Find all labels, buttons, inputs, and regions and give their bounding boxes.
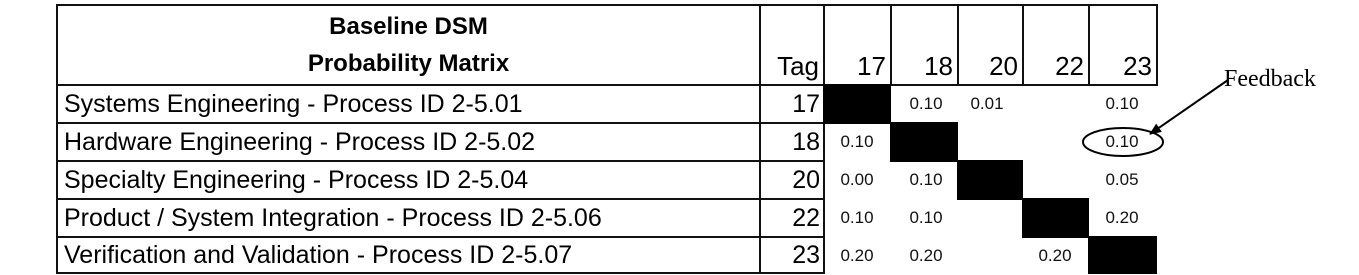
matrix-value: 0.10 — [840, 208, 874, 227]
row-name-23: Verification and Validation - Process ID 2-5.07 — [56, 236, 761, 274]
row-tag-18: 18 — [759, 122, 825, 162]
column-header-label: 18 — [924, 51, 953, 81]
feedback-arrow — [1150, 80, 1228, 134]
matrix-value: 0.10 — [909, 208, 943, 227]
matrix-value: 0.10 — [909, 94, 943, 113]
column-header-label: 23 — [1123, 51, 1152, 81]
row-tag-22: 22 — [759, 198, 825, 238]
row-tag-17: 17 — [759, 84, 825, 124]
matrix-value: 0.20 — [840, 246, 874, 265]
matrix-value: 0.05 — [1105, 170, 1139, 189]
matrix-value: 0.10 — [840, 132, 874, 151]
row-name-18: Hardware Engineering - Process ID 2-5.02 — [56, 122, 761, 162]
matrix-value: 0.10 — [909, 170, 943, 189]
matrix-value: 0.20 — [1105, 208, 1139, 227]
matrix-value: 0.20 — [1038, 246, 1072, 265]
matrix-value-feedback: 0.10 — [1105, 132, 1139, 151]
matrix-value: 0.10 — [1105, 94, 1139, 113]
row-name-17: Systems Engineering - Process ID 2-5.01 — [56, 84, 761, 124]
feedback-label: Feedback — [1224, 66, 1316, 92]
matrix-value: 0.01 — [970, 94, 1004, 113]
column-header-label: 22 — [1055, 51, 1084, 81]
title-line-2: Probability Matrix — [307, 50, 510, 77]
title-line-1: Baseline DSM — [329, 13, 488, 40]
column-header-label: 20 — [989, 51, 1018, 81]
column-header-label: 17 — [857, 51, 886, 81]
matrix-value: 0.20 — [909, 246, 943, 265]
row-name-22: Product / System Integration - Process ID 2-5.06 — [56, 198, 761, 238]
matrix-value: 0.00 — [840, 170, 874, 189]
row-tag-20: 20 — [759, 160, 825, 200]
row-name-20: Specialty Engineering - Process ID 2-5.04 — [56, 160, 761, 200]
row-tag-23: 23 — [759, 236, 825, 274]
tag-header-label: Tag — [777, 51, 819, 81]
